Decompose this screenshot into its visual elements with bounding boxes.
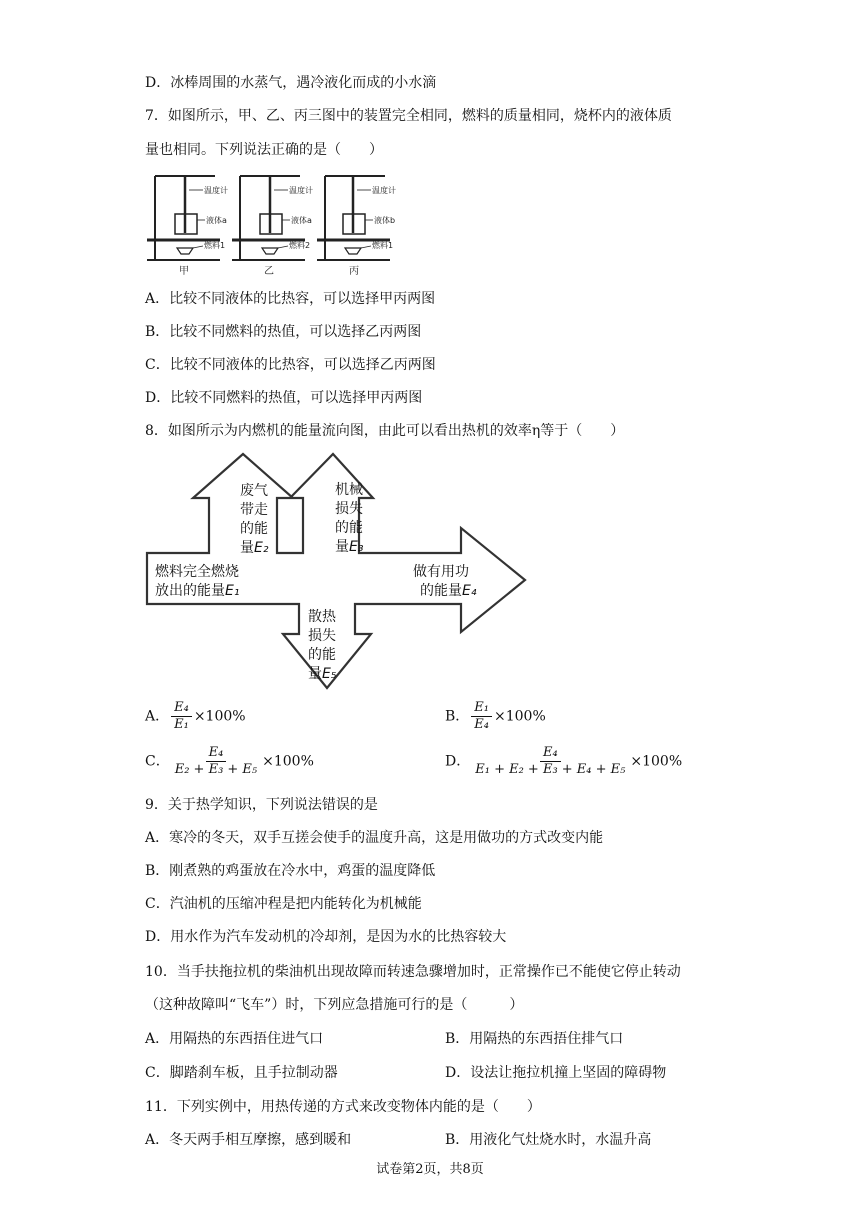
q11-option-b: B．用液化气灶烧水时，水温升高 bbox=[445, 1132, 652, 1148]
q6-option-d: D．冰棒周围的水蒸气，遇冷液化而成的小水滴 bbox=[145, 75, 437, 91]
q9-option-a: A．寒冷的冬天，双手互搓会使手的温度升高，这是用做功的方式改变内能 bbox=[145, 830, 604, 846]
q11-stem: 11．下列实例中，用热传递的方式来改变物体内能的是（ ） bbox=[145, 1099, 541, 1115]
q8-option-a: A． $\frac{\text{E₄}}{\text{E₁}}$ ×100% bbox=[145, 700, 246, 732]
q7-option-d: D．比较不同燃料的热值，可以选择甲丙两图 bbox=[145, 390, 423, 406]
q10-option-a: A．用隔热的东西捂住进气口 bbox=[145, 1031, 324, 1047]
q8-option-d: D． $\frac{\text{E₄}}{\text{E₁ + E₂ + E₃ + E₄ + E₅}}$ ×100% bbox=[445, 745, 683, 777]
q9-option-b: B．刚煮熟的鸡蛋放在冷水中，鸡蛋的温度降低 bbox=[145, 863, 436, 879]
q7-option-b: B．比较不同燃料的热值，可以选择乙丙两图 bbox=[145, 324, 422, 340]
q8-mechanical-loss-text-4: 量E₃ bbox=[335, 539, 364, 555]
q7-apparatus-figure bbox=[145, 168, 405, 280]
q7-caption-yi: 乙 bbox=[264, 266, 274, 277]
q7-option-a: A．比较不同液体的比热容，可以选择甲丙两图 bbox=[145, 291, 436, 307]
q8-waste-gas-text-4: 量E₂ bbox=[240, 540, 269, 556]
q8-useful-work-text-2: 的能量E₄ bbox=[420, 583, 477, 599]
q8-mechanical-loss-text-1: 机械 bbox=[335, 482, 363, 498]
q7-fuel-label-2: 燃料2 bbox=[289, 241, 311, 250]
q7-option-c: C．比较不同液体的比热容，可以选择乙丙两图 bbox=[145, 357, 436, 373]
q9-stem: 9．关于热学知识，下列说法错误的是 bbox=[145, 797, 378, 813]
q8-energy-flow-diagram bbox=[145, 452, 530, 692]
q8-option-a-fraction: $\frac{\text{E₄}}{\text{E₁}}$ bbox=[171, 700, 192, 733]
q10-option-c: C．脚踏刹车板，且手拉制动器 bbox=[145, 1065, 338, 1081]
q8-heat-loss-text-2: 损失 bbox=[308, 628, 336, 644]
page-footer: 试卷第2页，共8页 bbox=[376, 1162, 484, 1177]
q7-fuel-label-3: 燃料1 bbox=[372, 241, 394, 250]
q10-option-d: D．设法让拖拉机撞上坚固的障碍物 bbox=[445, 1065, 667, 1081]
q8-waste-gas-text-2: 带走 bbox=[240, 502, 268, 518]
q8-heat-loss-text-4: 量E₅ bbox=[308, 666, 337, 682]
q8-option-b: B． $\frac{\text{E₁}}{\text{E₄}}$ ×100% bbox=[445, 700, 546, 732]
q8-stem: 8．如图所示为内燃机的能量流向图，由此可以看出热机的效率η等于（ ） bbox=[145, 423, 625, 439]
q10-stem-line2: （这种故障叫“飞车”）时，下列应急措施可行的是（ ） bbox=[145, 997, 524, 1013]
q7-caption-jia: 甲 bbox=[179, 266, 189, 277]
q8-useful-work-text-1: 做有用功 bbox=[413, 564, 469, 580]
q8-option-d-fraction: $\frac{\text{E₄}}{\text{E₁ + E₂ + E₃ + E₄ + E₅}}$ bbox=[475, 745, 626, 777]
q7-liquid-label-3: 液体b bbox=[374, 216, 396, 225]
q7-stem-line2: 量也相同。下列说法正确的是（ ） bbox=[145, 142, 383, 158]
q9-option-d: D．用水作为汽车发动机的冷却剂，是因为水的比热容较大 bbox=[145, 929, 507, 945]
q7-caption-bing: 丙 bbox=[349, 266, 359, 277]
q7-stem-line1: 7．如图所示，甲、乙、丙三图中的装置完全相同，燃料的质量相同，烧杯内的液体质 bbox=[145, 108, 672, 124]
q8-waste-gas-text-1: 废气 bbox=[240, 483, 268, 499]
q10-option-b: B．用隔热的东西捂住排气口 bbox=[445, 1031, 624, 1047]
q8-mechanical-loss-text-3: 的能 bbox=[335, 520, 363, 536]
q10-stem-line1: 10．当手扶拖拉机的柴油机出现故障而转速急骤增加时，正常操作已不能使它停止转动 bbox=[145, 964, 681, 980]
q7-thermometer-label-3: 温度计 bbox=[372, 186, 396, 195]
q8-heat-loss-text-3: 的能 bbox=[308, 647, 336, 663]
q8-fuel-energy-text-2: 放出的能量E₁ bbox=[155, 583, 240, 599]
q7-fuel-label-1: 燃料1 bbox=[204, 241, 226, 250]
q7-liquid-label-1: 液体a bbox=[206, 216, 227, 225]
q8-option-c-fraction: $\frac{\text{E₄}}{\text{E₂ + E₃ + E₅}}$ bbox=[174, 745, 258, 777]
q8-fuel-energy-text-1: 燃料完全燃烧 bbox=[155, 564, 239, 580]
q7-liquid-label-2: 液体a bbox=[291, 216, 312, 225]
q8-mechanical-loss-text-2: 损失 bbox=[335, 501, 363, 517]
q9-option-c: C．汽油机的压缩冲程是把内能转化为机械能 bbox=[145, 896, 422, 912]
q8-option-b-fraction: $\frac{\text{E₁}}{\text{E₄}}$ bbox=[471, 700, 492, 733]
q8-option-c: C． $\frac{\text{E₄}}{\text{E₂ + E₃ + E₅}}$ ×100% bbox=[145, 745, 314, 777]
q8-waste-gas-text-3: 的能 bbox=[240, 521, 268, 537]
q7-thermometer-label-2: 温度计 bbox=[289, 186, 313, 195]
q7-thermometer-label-1: 温度计 bbox=[204, 186, 228, 195]
q11-option-a: A．冬天两手相互摩擦，感到暖和 bbox=[145, 1132, 352, 1148]
q8-heat-loss-text-1: 散热 bbox=[308, 609, 336, 625]
